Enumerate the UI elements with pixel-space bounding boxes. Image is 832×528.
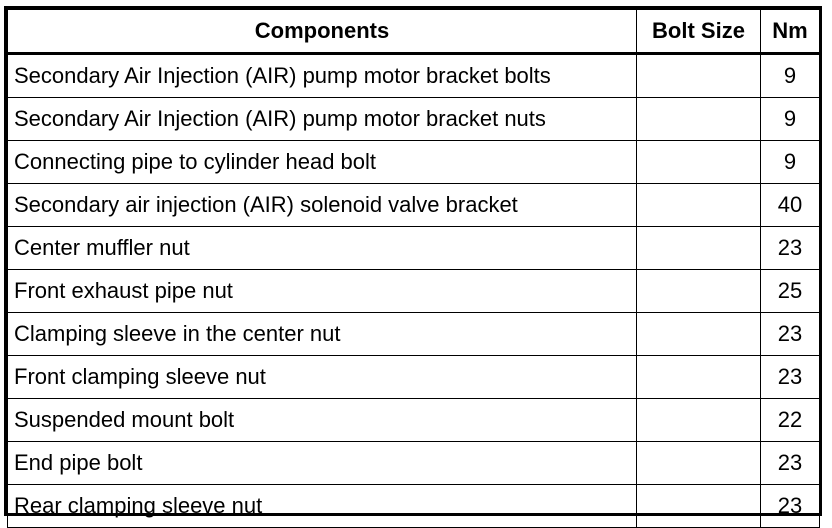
nm-cell: 9 [761, 98, 820, 141]
header-nm: Nm [761, 10, 820, 54]
nm-cell: 9 [761, 54, 820, 98]
component-cell: Secondary Air Injection (AIR) pump motor bracket nuts [8, 98, 637, 141]
table-row [8, 313, 820, 356]
nm-cell: 23 [761, 442, 820, 485]
table-row [8, 141, 820, 184]
table-row [8, 485, 820, 528]
header-bolt-size: Bolt Size [637, 10, 761, 54]
bolt-size-cell [637, 141, 761, 184]
component-cell: Rear clamping sleeve nut [8, 485, 637, 528]
bolt-size-cell [637, 442, 761, 485]
nm-cell: 23 [761, 485, 820, 528]
component-cell: Suspended mount bolt [8, 399, 637, 442]
bolt-size-cell [637, 270, 761, 313]
table-row [8, 227, 820, 270]
component-cell: End pipe bolt [8, 442, 637, 485]
table-row [8, 442, 820, 485]
table-row [8, 356, 820, 399]
table-row [8, 98, 820, 141]
bolt-size-cell [637, 54, 761, 98]
table-row [8, 399, 820, 442]
component-cell: Center muffler nut [8, 227, 637, 270]
table-row [8, 184, 820, 227]
header-row [8, 10, 820, 54]
nm-cell: 23 [761, 227, 820, 270]
table-row [8, 54, 820, 98]
nm-cell: 40 [761, 184, 820, 227]
component-cell: Connecting pipe to cylinder head bolt [8, 141, 637, 184]
bolt-size-cell [637, 184, 761, 227]
nm-cell: 23 [761, 356, 820, 399]
header-components: Components [8, 10, 637, 54]
component-cell: Secondary air injection (AIR) solenoid valve bracket [8, 184, 637, 227]
bolt-size-cell [637, 227, 761, 270]
component-cell: Front exhaust pipe nut [8, 270, 637, 313]
bolt-size-cell [637, 485, 761, 528]
component-cell: Secondary Air Injection (AIR) pump motor bracket bolts [8, 54, 637, 98]
bolt-size-cell [637, 399, 761, 442]
component-cell: Front clamping sleeve nut [8, 356, 637, 399]
nm-cell: 23 [761, 313, 820, 356]
bolt-size-cell [637, 98, 761, 141]
spec-table [7, 9, 820, 528]
nm-cell: 22 [761, 399, 820, 442]
torque-specifications-table [4, 6, 822, 516]
component-cell: Clamping sleeve in the center nut [8, 313, 637, 356]
nm-cell: 9 [761, 141, 820, 184]
bolt-size-cell [637, 313, 761, 356]
table-row [8, 270, 820, 313]
nm-cell: 25 [761, 270, 820, 313]
bolt-size-cell [637, 356, 761, 399]
